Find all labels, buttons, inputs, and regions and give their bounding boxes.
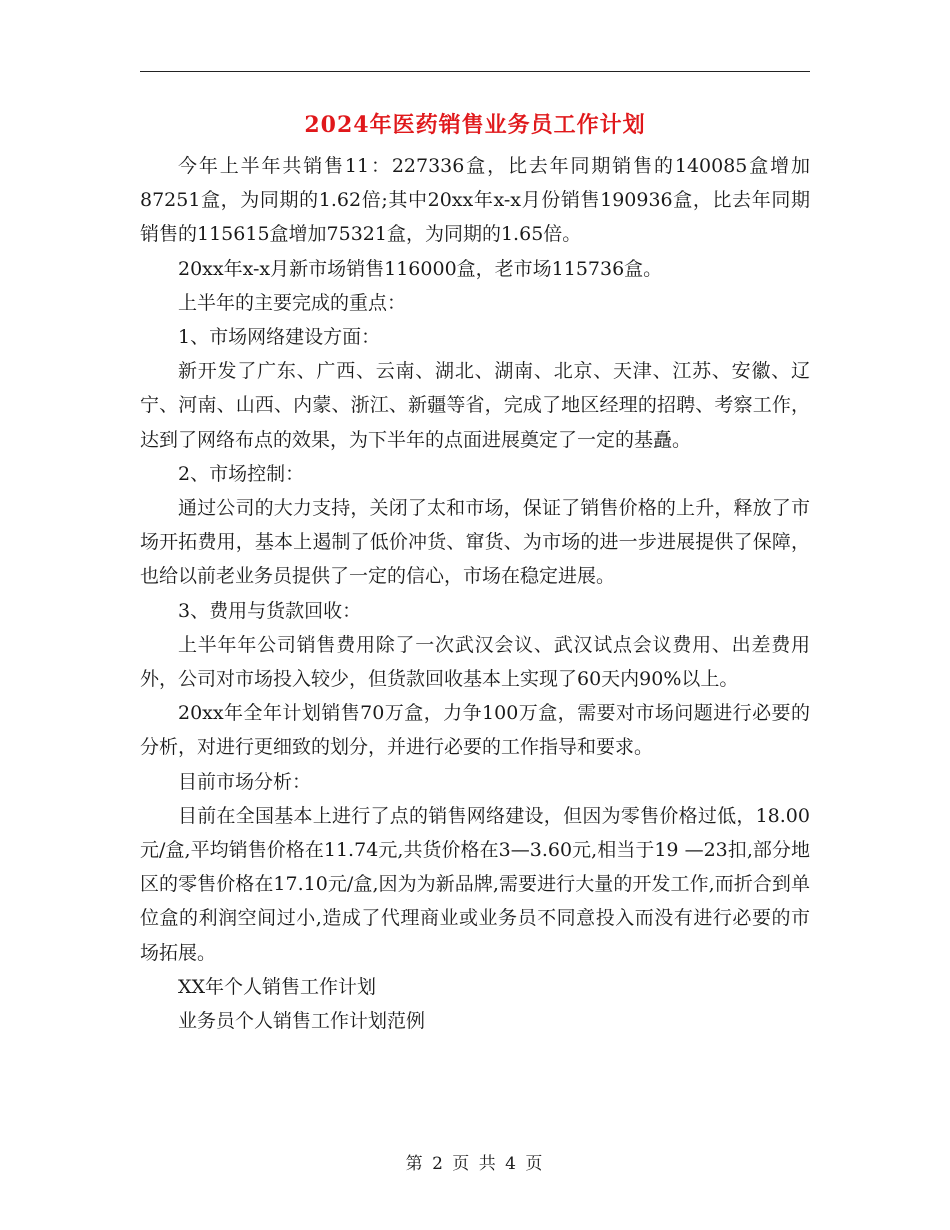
section-heading: 3、费用与货款回收： xyxy=(178,599,362,622)
header-rule xyxy=(140,71,810,72)
paragraph: 20xx年x-x月新市场销售116000盒，老市场115736盒。 xyxy=(178,257,663,280)
paragraph: XX年个人销售工作计划 xyxy=(178,975,377,998)
paragraph: 新开发了广东、广西、云南、湖北、湖南、北京、天津、江苏、安徽、辽宁、河南、山西、内蒙、浙江、新疆等省，完成了地区经理的招聘、考察工作，达到了网络布点的效果，为下半年的点面进展奠定了一定的基矗。 xyxy=(140,360,810,451)
document-body xyxy=(140,149,810,1038)
paragraph: 目前在全国基本上进行了点的销售网络建设，但因为零售价格过低，18.00元/盒,平均销售价格在11.74元,共货价格在3—3.60元,相当于19 —23扣,部分地区的零售价格在17.10元/盒,因为为新品牌,需要进行大量的开发工作,而折合到单位盒的利润空间过小,造成了代理商业或业务员不同意投入而没有进行必要的市场拓展。 xyxy=(140,804,810,964)
page-number: 第 2 页 共 4 页 xyxy=(405,1154,545,1174)
paragraph: 20xx年全年计划销售70万盒，力争100万盒，需要对市场问题进行必要的分析，对进行更细致的划分，并进行必要的工作指导和要求。 xyxy=(140,702,810,759)
paragraph: 上半年的主要完成的重点： xyxy=(178,291,407,314)
section-heading: 目前市场分析： xyxy=(178,770,312,793)
paragraph: 今年上半年共销售11：227336盒，比去年同期销售的140085盒增加87251盒，为同期的1.62倍;其中20xx年x-x月份销售190936盒，比去年同期销售的115615盒增加75321盒，为同期的1.65倍。 xyxy=(140,155,810,246)
document-title: 2024年医药销售业务员工作计划 xyxy=(304,112,646,138)
paragraph: 上半年年公司销售费用除了一次武汉会议、武汉试点会议费用、出差费用外，公司对市场投入较少，但货款回收基本上实现了60天内90%以上。 xyxy=(140,633,810,691)
paragraph: 业务员个人销售工作计划范例 xyxy=(178,1010,426,1033)
section-heading: 2、市场控制： xyxy=(178,462,305,485)
section-heading: 1、市场网络建设方面： xyxy=(178,326,381,349)
paragraph: 通过公司的大力支持，关闭了太和市场，保证了销售价格的上升，释放了市场开拓费用，基本上遏制了低价冲货、窜货、为市场的进一步进展提供了保障，也给以前老业务员提供了一定的信心，市场在稳定进展。 xyxy=(140,497,810,588)
